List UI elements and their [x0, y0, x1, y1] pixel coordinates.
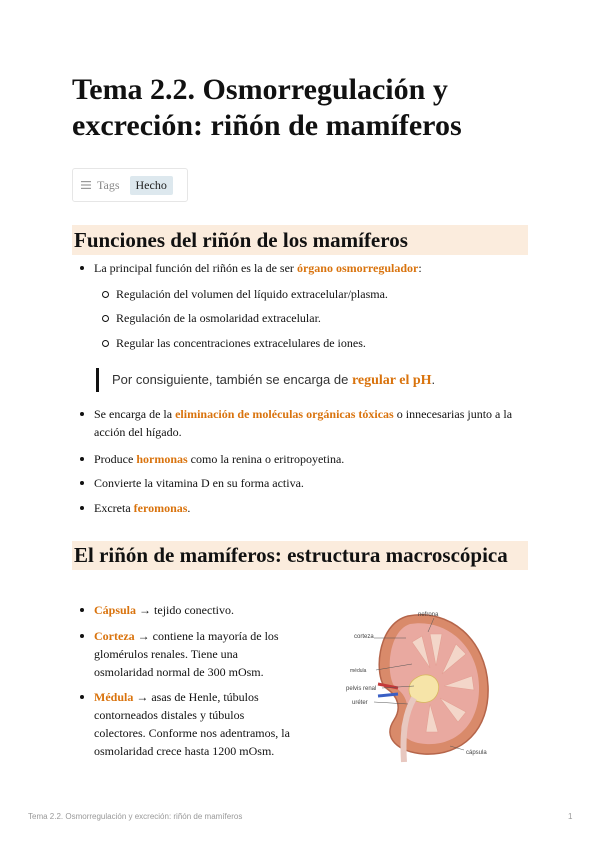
highlight-text: feromonas [133, 501, 188, 515]
tags-label: Tags [97, 177, 120, 192]
list-item: Cápsula → tejido conectivo. [94, 601, 324, 619]
sub-list-item: Regular las concentraciones extracelulares de iones. [116, 334, 516, 352]
list-item: Excreta feromonas. [94, 499, 528, 517]
label-corteza: corteza [354, 634, 374, 640]
label-capsula: cápsula [466, 750, 487, 756]
label-nefrona: nefrona [418, 612, 439, 618]
highlight-text: hormonas [136, 452, 188, 466]
label-medula: médula [350, 668, 367, 674]
highlight-text: eliminación de moléculas orgánicas tóxicas [175, 407, 394, 421]
list-item: Se encarga de la eliminación de moléculas orgánicas tóxicas o innecesarias junto a la acción del hígado. [94, 405, 528, 441]
section-heading-structure: El riñón de mamíferos: estructura macroscópica [72, 541, 528, 570]
section-heading-functions: Funciones del riñón de los mamíferos [72, 225, 528, 255]
sub-list-item: Regulación de la osmolaridad extracelular. [116, 309, 516, 327]
list-item: Corteza → contiene la mayoría de los glomérulos renales. Tiene una osmolaridad normal de 300 mOsm. [94, 627, 290, 681]
highlight-text: Corteza [94, 629, 135, 643]
list-item: Produce hormonas como la renina o eritropoyetina. [94, 450, 528, 468]
list-item: La principal función del riñón es la de ser órgano osmorregulador: [94, 259, 534, 277]
highlight-text: regular el pH [351, 373, 432, 388]
footer-title: Tema 2.2. Osmorregulación y excreción: riñón de mamíferos [28, 812, 243, 821]
label-pelvis: pelvis renal [346, 686, 377, 692]
tags-property[interactable] [72, 168, 188, 202]
list-item: Médula → asas de Henle, túbulos contorneados distales y túbulos colectores. Conforme nos adentramos, la osmolaridad crece hasta 1200 mOsm. [94, 688, 294, 760]
highlight-text: Médula [94, 690, 134, 704]
label-ureter: uréter [352, 700, 368, 706]
sub-list-item: Regulación del volumen del líquido extracelular/plasma. [116, 285, 516, 303]
highlight-text: Cápsula [94, 603, 137, 617]
kidney-diagram [338, 604, 508, 764]
page-title: Tema 2.2. Osmorregulación y excreción: riñón de mamíferos [72, 73, 462, 142]
list-icon [81, 181, 91, 189]
quote-block: Por consiguiente, también se encarga de regular el pH. [96, 368, 435, 392]
highlight-text: órgano osmorregulador [296, 261, 419, 275]
tag-chip[interactable]: Hecho [130, 176, 173, 195]
list-item: Convierte la vitamina D en su forma activa. [94, 474, 528, 492]
page-number: 1 [568, 812, 573, 821]
